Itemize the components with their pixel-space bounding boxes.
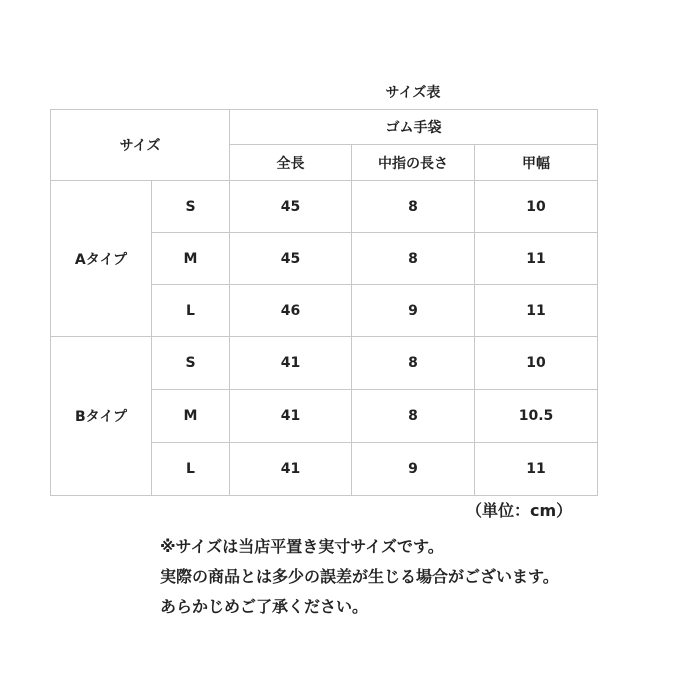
size-cell: S — [152, 337, 230, 390]
value-cell: 8 — [352, 337, 475, 390]
note-line: ※サイズは当店平置き実寸サイズです。 — [160, 537, 444, 556]
size-cell: M — [152, 233, 230, 285]
value-cell: 45 — [230, 233, 352, 285]
disclaimer-notes — [160, 532, 559, 622]
value-cell: 45 — [230, 181, 352, 233]
value-cell: 46 — [230, 285, 352, 337]
value-cell: 11 — [475, 443, 598, 496]
note-line: 実際の商品とは多少の誤差が生じる場合がございます。 — [160, 567, 559, 586]
glove-header-cell: ゴム手袋 — [230, 110, 598, 145]
column-header-back-width: 甲幅 — [475, 145, 598, 181]
value-cell: 8 — [352, 233, 475, 285]
value-cell: 9 — [352, 285, 475, 337]
table-title: サイズ表 — [385, 85, 441, 101]
header-row-1 — [51, 110, 598, 145]
unit-note: （単位：cm） — [466, 501, 573, 520]
size-cell: L — [152, 443, 230, 496]
value-cell: 10.5 — [475, 390, 598, 443]
size-header-cell: サイズ — [51, 110, 230, 181]
value-cell: 8 — [352, 390, 475, 443]
value-cell: 11 — [475, 285, 598, 337]
table-row — [51, 181, 598, 233]
size-cell: M — [152, 390, 230, 443]
value-cell: 10 — [475, 181, 598, 233]
table-row — [51, 337, 598, 390]
value-cell: 10 — [475, 337, 598, 390]
value-cell: 8 — [352, 181, 475, 233]
value-cell: 9 — [352, 443, 475, 496]
size-table — [50, 109, 598, 496]
value-cell: 41 — [230, 390, 352, 443]
size-cell: L — [152, 285, 230, 337]
size-cell: S — [152, 181, 230, 233]
type-cell-b: Bタイプ — [51, 337, 152, 496]
value-cell: 41 — [230, 337, 352, 390]
value-cell: 11 — [475, 233, 598, 285]
value-cell: 41 — [230, 443, 352, 496]
column-header-total-length: 全長 — [230, 145, 352, 181]
column-header-middle-finger: 中指の長さ — [352, 145, 475, 181]
type-cell-a: Aタイプ — [51, 181, 152, 337]
note-line: あらかじめご了承ください。 — [160, 597, 369, 616]
